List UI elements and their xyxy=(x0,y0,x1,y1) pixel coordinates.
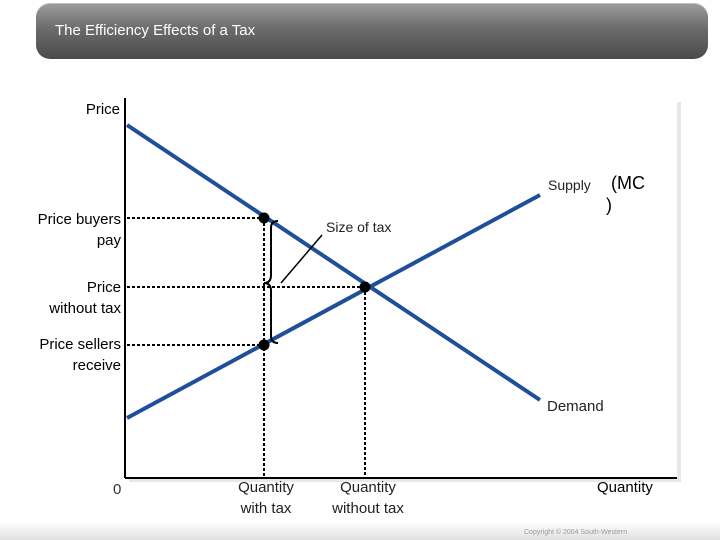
quantity-without-tax-line2: without tax xyxy=(332,500,404,517)
y-axis-label: Price xyxy=(85,101,120,118)
size-of-tax-label: Size of tax xyxy=(326,219,392,235)
quantity-with-tax-line1: Quantity xyxy=(238,479,294,496)
tax-brace xyxy=(264,221,278,343)
price-without-tax-line1: Price xyxy=(86,279,121,296)
price-sellers-line2: receive xyxy=(72,357,121,374)
price-sellers-receive-label xyxy=(0,334,121,376)
quantity-without-tax-label xyxy=(313,477,423,519)
origin-label: 0 xyxy=(113,481,122,498)
supply-label: Supply xyxy=(548,177,591,193)
x-axis-label: Quantity xyxy=(597,479,653,496)
copyright-text: Copyright © 2004 South-Western xyxy=(524,529,628,536)
price-without-tax-line2: without tax xyxy=(49,300,121,317)
buyers-price-point xyxy=(259,213,270,224)
quantity-without-tax-line1: Quantity xyxy=(340,479,396,496)
supply-mc-label: (MC xyxy=(611,173,645,193)
price-without-tax-label xyxy=(0,277,121,319)
quantity-with-tax-label xyxy=(216,477,316,519)
sellers-price-point xyxy=(259,340,270,351)
slide-title: The Efficiency Effects of a Tax xyxy=(55,22,256,39)
demand-label: Demand xyxy=(547,398,604,415)
price-buyers-line1: Price buyers xyxy=(37,211,121,228)
supply-mc-paren: ) xyxy=(606,195,612,215)
demand-curve xyxy=(127,125,540,400)
quantity-with-tax-line2: with tax xyxy=(240,500,292,517)
price-buyers-line2: pay xyxy=(96,232,121,249)
price-sellers-line1: Price sellers xyxy=(39,336,121,353)
equilibrium-point xyxy=(360,282,371,293)
price-buyers-pay-label xyxy=(0,209,121,251)
